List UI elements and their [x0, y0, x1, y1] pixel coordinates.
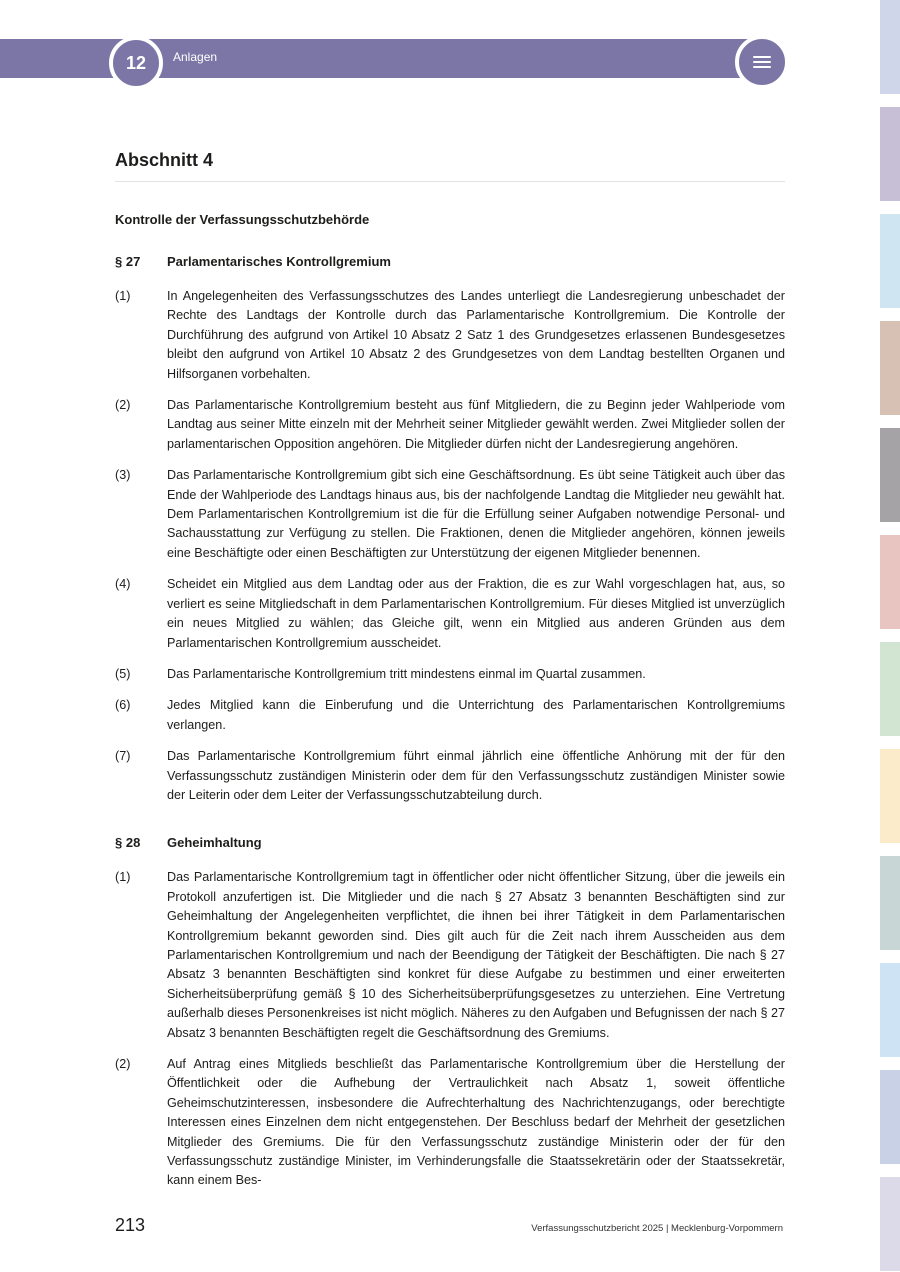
document-body [115, 150, 785, 1191]
clause-number: (3) [115, 468, 131, 483]
clause-number: (5) [115, 666, 131, 681]
side-tab-12[interactable] [880, 1177, 900, 1271]
footer-publication: Verfassungsschutzbericht 2025 | Mecklenburg-Vorpommern [531, 1223, 783, 1234]
paragraph-clause [115, 747, 785, 805]
menu-line [753, 56, 771, 58]
clause-text: Scheidet ein Mitglied aus dem Landtag oder aus der Fraktion, die es zur Wahl vorgeschlagen hat, aus, so verliert es seine Mitgliedschaft in dem Parlamentarischen Kontrollgremium. Für dieses Mitglied ist unverzüglich ein neues Mitglied zu wählen; das Gleiche gilt, wenn ein Mitglied aus anderen Gründen aus dem Parlamentarischen Kontrollgremium ausscheidet. [167, 577, 785, 650]
paragraph-clause [115, 696, 785, 735]
paragraph-title: Parlamentarisches Kontrollgremium [167, 254, 391, 269]
chapter-number-badge: 12 [109, 36, 163, 90]
clause-number: (7) [115, 749, 131, 764]
side-tab-9[interactable] [880, 856, 900, 950]
menu-line [753, 66, 771, 68]
clause-text: Das Parlamentarische Kontrollgremium führt einmal jährlich eine öffentliche Anhörung mit der für den Verfassungsschutz zuständigen Ministerin oder dem für den Verfassungsschutz zuständigen Minister sowie der Leiterin oder dem Leiter der Verfassungsschutzabteilung durch. [167, 749, 785, 802]
side-tab-2[interactable] [880, 107, 900, 201]
clause-number: (2) [115, 1057, 131, 1071]
paragraph-number: § 28 [115, 835, 141, 851]
paragraph-clause [115, 1055, 785, 1191]
hamburger-menu-icon[interactable] [735, 35, 789, 89]
chapter-side-tabs [880, 0, 900, 1272]
paragraph-heading [115, 835, 785, 850]
paragraph-clause [115, 868, 785, 1043]
side-tab-10[interactable] [880, 963, 900, 1057]
paragraph-title: Geheimhaltung [167, 835, 262, 851]
paragraph-clause [115, 575, 785, 653]
side-tab-3[interactable] [880, 214, 900, 308]
clause-number: (4) [115, 577, 131, 592]
menu-line [753, 61, 771, 63]
clause-text: Jedes Mitglied kann die Einberufung und die Unterrichtung des Parlamentarischen Kontrollgremiums verlangen. [167, 698, 785, 732]
clause-text: Das Parlamentarische Kontrollgremium tritt mindestens einmal im Quartal zusammen. [167, 666, 646, 681]
clause-text: Das Parlamentarische Kontrollgremium besteht aus fünf Mitgliedern, die zu Beginn jeder Wahlperiode vom Landtag aus seiner Mitte einzeln mit der Mehrheit seiner Mitglieder gewählt werden. Zwei Mitglieder sollen der parlamentarischen Opposition angehören. Die Mitglieder dürfen nicht der Landesregierung angehören. [167, 398, 785, 451]
side-tab-11[interactable] [880, 1070, 900, 1164]
side-tab-1[interactable] [880, 0, 900, 94]
paragraph-number: § 27 [115, 254, 141, 269]
clause-text: Das Parlamentarische Kontrollgremium gibt sich eine Geschäftsordnung. Es übt seine Tätigkeit auch über das Ende der Wahlperiode des Landtags hinaus aus, bis der nachfolgende Landtag die Mitglieder neu gewählt hat. Dem Parlamentarischen Kontrollgremium ist die für die Erfüllung seiner Aufgaben notwendige Personal- und Sachausstattung zur Verfügung zu stellen. Die Fraktionen, denen die Mitglieder angehören, können jeweils eine Beschäftigte oder einen Beschäftigten zur Unterstützung der eigenen Mitglieder benennen. [167, 468, 785, 560]
clause-number: (2) [115, 398, 131, 413]
paragraph-clause [115, 396, 785, 454]
side-tab-7[interactable] [880, 642, 900, 736]
clause-number: (1) [115, 289, 131, 303]
section-heading: Abschnitt 4 [115, 150, 785, 182]
paragraph-clause [115, 466, 785, 563]
page-number: 213 [115, 1215, 146, 1235]
side-tab-8[interactable] [880, 749, 900, 843]
paragraph-clause [115, 665, 785, 684]
paragraph-clause [115, 287, 785, 384]
clause-number: (6) [115, 698, 131, 713]
side-tab-5[interactable] [880, 428, 900, 522]
side-tab-4[interactable] [880, 321, 900, 415]
side-tab-6[interactable] [880, 535, 900, 629]
clause-text: Das Parlamentarische Kontrollgremium tagt in öffentlicher oder nicht öffentlicher Sitzung, über die jeweils ein Protokoll anzufertigen ist. Die Mitglieder und die nach § 27 Absatz 3 benannten Beschäftigten sind zur Geheimhaltung der Angelegenheiten verpflichtet, die ihnen bei ihrer Tätigkeit in dem Parlamentarischen Kontrollgremium bekannt geworden sind. Dies gilt auch für die Zeit nach ihrem Ausscheiden aus dem Parlamentarischen Kontrollgremium und nach der Beendigung der Tätigkeit der Beschäftigten. Die nach § 27 Absatz 3 benannten Beschäftigten sind konkret für diese Aufgabe zu bestimmen und einer erweiterten Sicherheitsüberprüfung gemäß § 10 des Sicherheitsüberprüfungsgesetzes zu unterziehen. Eine Vertretung außerhalb dieses Personenkreises ist nicht möglich. Näheres zu den Aufgaben und Befugnissen der nach § 27 Absatz 3 benannten Beschäftigten regelt die Geschäftsordnung des Gremiums. [167, 870, 785, 1040]
paragraph-heading [115, 254, 785, 269]
clause-text: In Angelegenheiten des Verfassungsschutzes des Landes unterliegt die Landesregierung unbeschadet der Rechte des Landtags der Kontrolle durch das Parlamentarische Kontrollgremium. Die Kontrolle der Durchführung des aufgrund von Artikel 10 Absatz 2 Satz 1 des Grundgesetzes erlassenen Bundesgesetzes bleibt den aufgrund von Artikel 10 Absatz 2 des Grundgesetzes von dem Landtag bestellten Organen und Hilfsorganen vorbehalten. [167, 289, 785, 381]
clause-number: (1) [115, 870, 131, 885]
section-label: Anlagen [173, 50, 218, 64]
document-subtitle: Kontrolle der Verfassungsschutzbehörde [115, 212, 370, 227]
clause-text: Auf Antrag eines Mitglieds beschließt das Parlamentarische Kontrollgremium über die Herstellung der Öffentlichkeit oder die Aufhebung der Vertraulichkeit nach Absatz 1, soweit öffentliche Geheimschutzinteressen, insbesondere die Aufrechterhaltung des Nachrichtenzugangs, oder berechtigte Interessen eines Einzelnen dem nicht entgegenstehen. Der Beschluss bedarf der Mehrheit der gesetzlichen Mitglieder des Gremiums. Die für den Verfassungsschutz zuständige Ministerin oder der für den Verfassungsschutz zuständige Minister, im Verhinderungsfalle die Staatssekretärin oder der Staatssekretär, kann einem Bes- [167, 1057, 785, 1188]
